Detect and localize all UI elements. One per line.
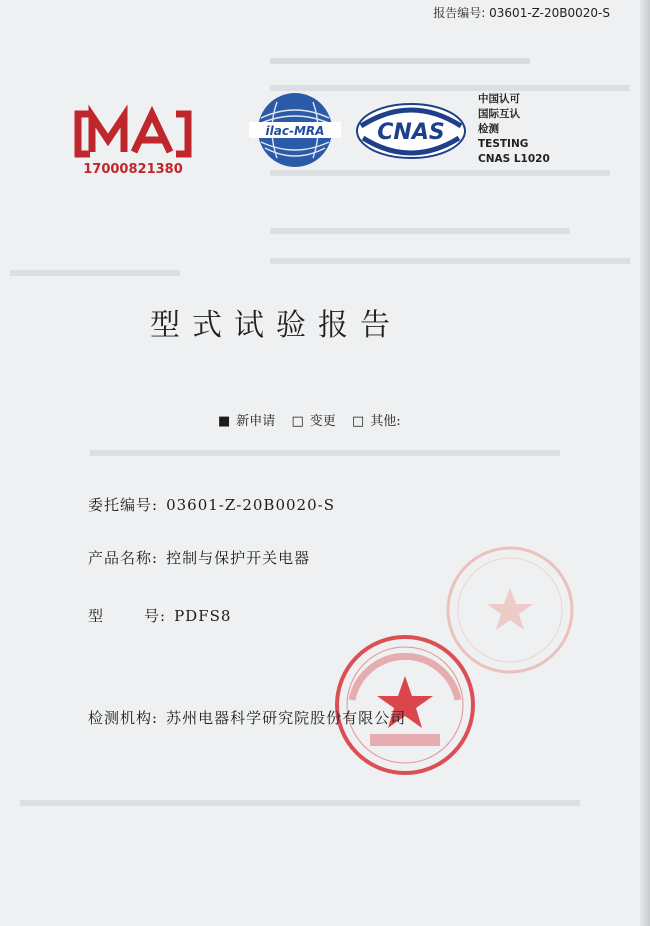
cnas-caption-line-3: 检测 (478, 123, 499, 135)
cnas-caption-line-5: CNAS L1020 (478, 153, 550, 165)
option-other-label: 其他: (370, 414, 401, 429)
cnas-caption-line-2: 国际互认 (478, 108, 520, 120)
model-label-first: 型 (88, 607, 105, 625)
ilac-text: ilac-MRA (265, 124, 325, 138)
checkbox-checked-icon: ■ (218, 414, 231, 429)
commission-number-field (88, 494, 335, 515)
option-new (218, 414, 281, 429)
cnas-caption-line-1: 中国认可 (478, 93, 520, 105)
testing-institution-field (88, 707, 406, 728)
application-type-options (218, 410, 413, 429)
document-title: 型式试验报告 (150, 308, 402, 343)
product-name-value: 控制与保护开关电器 (166, 549, 311, 567)
option-change (291, 414, 341, 429)
model-label-second: 号: (144, 607, 167, 625)
testing-institution-label: 检测机构: (88, 709, 159, 727)
product-name-field (88, 547, 310, 568)
report-number: 报告编号: 03601-Z-20B0020-S (433, 6, 610, 20)
cnas-caption-line-4: TESTING (478, 138, 529, 150)
model-value: PDFS8 (174, 607, 232, 625)
option-new-label: 新申请 (236, 414, 276, 429)
product-name-label: 产品名称: (88, 549, 159, 567)
checkbox-empty-icon: □ (291, 414, 304, 429)
commission-number-value: 03601-Z-20B0020-S (166, 496, 335, 514)
cma-logo (68, 96, 198, 182)
option-other (352, 414, 407, 429)
cnas-logo (355, 102, 467, 164)
option-change-label: 变更 (309, 414, 336, 429)
cnas-caption (478, 92, 550, 167)
ilac-mra-logo (247, 90, 343, 174)
page-edge-shadow (640, 0, 650, 926)
checkbox-empty-icon: □ (351, 414, 365, 429)
commission-number-label: 委托编号: (88, 496, 159, 514)
testing-institution-value: 苏州电器科学研究院股份有限公司 (166, 709, 407, 727)
cnas-text: CNAS (377, 120, 445, 145)
model-field (88, 605, 231, 626)
cma-number: 17000821380 (83, 162, 183, 177)
